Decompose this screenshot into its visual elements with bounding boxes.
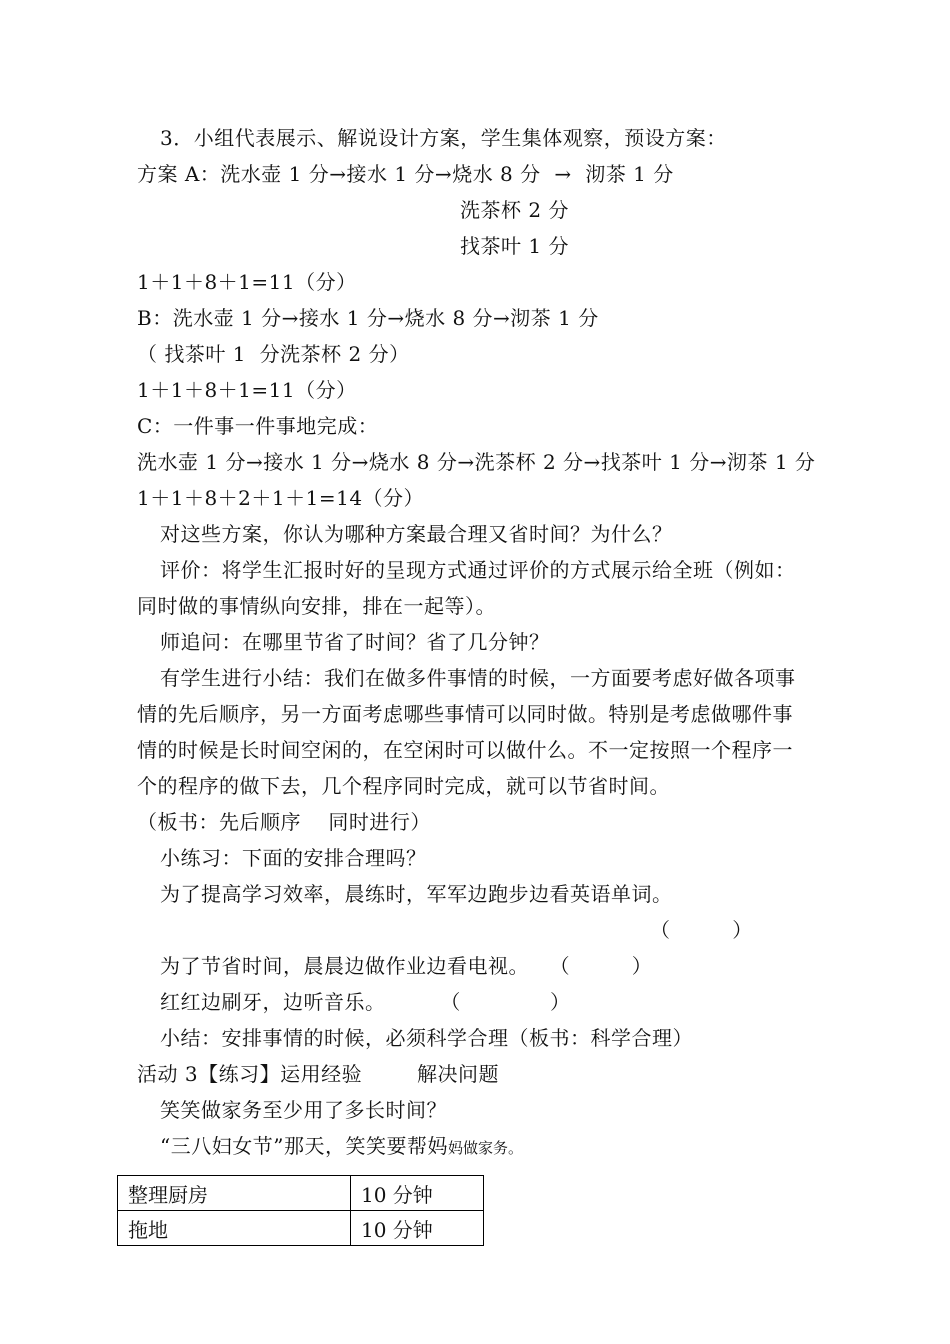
chore-time-cell: 10 分钟 — [351, 1211, 484, 1246]
question-line: 对这些方案，你认为哪种方案最合理又省时间？为什么？ — [160, 522, 673, 546]
board-note: （板书：先后顺序 同时进行） — [137, 810, 431, 834]
summary-para-1: 有学生进行小结：我们在做多件事情的时候，一方面要考虑好做各项事 — [160, 666, 796, 690]
exercise-item-1-blank: （ ） — [650, 918, 753, 942]
conclusion-line: 小结：安排事情的时候，必须科学合理（板书：科学合理） — [160, 1026, 693, 1050]
exercise-heading: 小练习：下面的安排合理吗？ — [160, 846, 427, 870]
evaluation-line: 评价：将学生汇报时好的呈现方式通过评价的方式展示给全班（例如： — [160, 558, 796, 582]
table-row — [118, 1176, 484, 1211]
plan-c-sum: 1＋1＋8＋2＋1＋1=14（分） — [137, 486, 425, 510]
summary-para-3: 情的时候是长时间空闲的，在空闲时可以做什么。不一定按照一个程序一 — [137, 738, 793, 762]
activity-3-heading: 活动 3【练习】运用经验 解决问题 — [137, 1062, 499, 1086]
exercise-item-1: 为了提高学习效率，晨练时，军军边跑步边看英语单词。 — [160, 882, 673, 906]
plan-b-line: B：洗水壶 1 分→接水 1 分→烧水 8 分→沏茶 1 分 — [137, 306, 599, 330]
plan-a-find-tea: 找茶叶 1 分 — [460, 234, 569, 258]
plan-b-note: （ 找茶叶 1 分洗茶杯 2 分） — [137, 342, 410, 366]
plan-a-sum: 1＋1＋8＋1=11（分） — [137, 270, 357, 294]
plan-a-wash-cups: 洗茶杯 2 分 — [460, 198, 569, 222]
plan-c-line: 洗水壶 1 分→接水 1 分→烧水 8 分→洗茶杯 2 分→找茶叶 1 分→沏茶 1 分 — [137, 450, 816, 474]
exercise-item-2: 为了节省时间，晨晨边做作业边看电视。 （ ） — [160, 954, 653, 978]
chores-table — [117, 1175, 484, 1246]
followup-question: 师追问：在哪里节省了时间？省了几分钟？ — [160, 630, 550, 654]
summary-para-4: 个的程序的做下去，几个程序同时完成，就可以节省时间。 — [137, 774, 670, 798]
step-3-heading: 3．小组代表展示、解说设计方案，学生集体观察，预设方案： — [160, 126, 727, 150]
exercise-item-3: 红红边刷牙，边听音乐。 （ ） — [160, 990, 571, 1014]
activity-question: 笑笑做家务至少用了多长时间？ — [160, 1098, 447, 1122]
activity-context-main: “三八妇女节”那天，笑笑要帮妈 — [160, 1134, 448, 1158]
plan-c-heading: C：一件事一件事地完成： — [137, 414, 379, 438]
evaluation-cont: 同时做的事情纵向安排，排在一起等）。 — [137, 594, 496, 618]
chore-time-cell: 10 分钟 — [351, 1176, 484, 1211]
plan-b-sum: 1＋1＋8＋1=11（分） — [137, 378, 357, 402]
chore-name-cell: 拖地 — [118, 1211, 351, 1246]
table-row — [118, 1211, 484, 1246]
chore-name-cell: 整理厨房 — [118, 1176, 351, 1211]
activity-context — [160, 1132, 523, 1162]
activity-context-small: 妈做家务。 — [447, 1139, 523, 1157]
plan-a-line: 方案 A：洗水壶 1 分→接水 1 分→烧水 8 分 → 沏茶 1 分 — [137, 162, 674, 186]
summary-para-2: 情的先后顺序，另一方面考虑哪些事情可以同时做。特别是考虑做哪件事 — [137, 702, 793, 726]
